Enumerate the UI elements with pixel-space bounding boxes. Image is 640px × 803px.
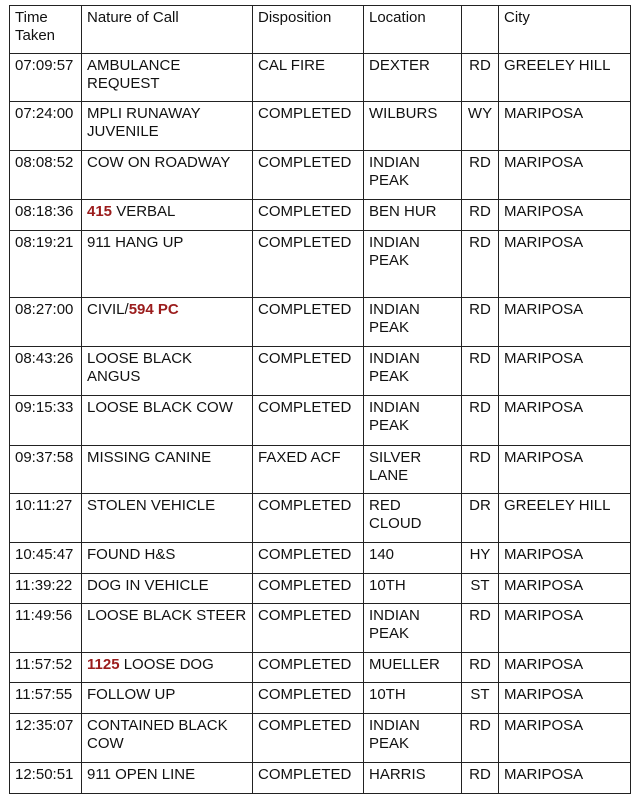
table-row: [10, 231, 631, 298]
table-row: [10, 714, 631, 763]
cell-city: MARIPOSA: [499, 298, 631, 347]
cell-disposition: COMPLETED: [253, 714, 364, 763]
cell-nature-of-call: [82, 102, 253, 151]
cell-city: GREELEY HILL: [499, 494, 631, 543]
cell-time-taken: 08:08:52: [10, 151, 82, 200]
cell-time-taken: 09:15:33: [10, 396, 82, 446]
cell-disposition: COMPLETED: [253, 102, 364, 151]
cell-city: MARIPOSA: [499, 763, 631, 794]
cell-city: MARIPOSA: [499, 347, 631, 396]
cell-disposition: COMPLETED: [253, 494, 364, 543]
cell-street-suffix: RD: [462, 446, 499, 494]
cell-nature-of-call: [82, 231, 253, 298]
table-row: [10, 543, 631, 574]
cell-city: GREELEY HILL: [499, 54, 631, 102]
nature-text: VERBAL: [112, 203, 176, 220]
header-disposition: Disposition: [253, 6, 364, 54]
table-row: [10, 574, 631, 604]
nature-text: 911 OPEN LINE: [87, 766, 196, 783]
cell-city: MARIPOSA: [499, 604, 631, 653]
cell-disposition: COMPLETED: [253, 574, 364, 604]
table-row: [10, 200, 631, 231]
cell-nature-of-call: [82, 763, 253, 794]
cell-street-suffix: ST: [462, 574, 499, 604]
cell-city: MARIPOSA: [499, 653, 631, 683]
cell-disposition: COMPLETED: [253, 543, 364, 574]
cell-city: MARIPOSA: [499, 574, 631, 604]
cell-disposition: CAL FIRE: [253, 54, 364, 102]
cell-time-taken: 08:19:21: [10, 231, 82, 298]
cell-nature-of-call: [82, 604, 253, 653]
cell-time-taken: 08:18:36: [10, 200, 82, 231]
table-row: [10, 347, 631, 396]
cell-disposition: COMPLETED: [253, 604, 364, 653]
cell-time-taken: 11:57:52: [10, 653, 82, 683]
cell-time-taken: 11:39:22: [10, 574, 82, 604]
cell-nature-of-call: [82, 543, 253, 574]
cell-time-taken: 09:37:58: [10, 446, 82, 494]
cell-street-suffix: WY: [462, 102, 499, 151]
header-time-taken: Time Taken: [10, 6, 82, 54]
cell-location: INDIAN PEAK: [364, 151, 462, 200]
cell-disposition: COMPLETED: [253, 231, 364, 298]
cell-location: DEXTER: [364, 54, 462, 102]
cell-street-suffix: RD: [462, 604, 499, 653]
cell-city: MARIPOSA: [499, 396, 631, 446]
cell-location: INDIAN PEAK: [364, 714, 462, 763]
cell-city: MARIPOSA: [499, 714, 631, 763]
table-row: [10, 151, 631, 200]
cell-city: MARIPOSA: [499, 102, 631, 151]
table-row: [10, 653, 631, 683]
cell-city: MARIPOSA: [499, 446, 631, 494]
cell-location: HARRIS: [364, 763, 462, 794]
cell-nature-of-call: [82, 714, 253, 763]
cell-street-suffix: RD: [462, 347, 499, 396]
call-log-table: [9, 5, 631, 794]
cell-nature-of-call: [82, 396, 253, 446]
cell-location: INDIAN PEAK: [364, 298, 462, 347]
cell-nature-of-call: [82, 200, 253, 231]
cell-disposition: COMPLETED: [253, 298, 364, 347]
cell-street-suffix: DR: [462, 494, 499, 543]
table-row: [10, 396, 631, 446]
cell-nature-of-call: [82, 151, 253, 200]
cell-nature-of-call: [82, 446, 253, 494]
nature-text: LOOSE DOG: [119, 656, 214, 673]
cell-disposition: COMPLETED: [253, 653, 364, 683]
penal-code: 1125: [87, 656, 120, 673]
table-row: [10, 604, 631, 653]
cell-time-taken: 11:49:56: [10, 604, 82, 653]
cell-time-taken: 10:45:47: [10, 543, 82, 574]
cell-city: MARIPOSA: [499, 543, 631, 574]
table-row: [10, 102, 631, 151]
header-row: [10, 6, 631, 54]
cell-location: INDIAN PEAK: [364, 604, 462, 653]
cell-location: 10TH: [364, 683, 462, 714]
cell-time-taken: 10:11:27: [10, 494, 82, 543]
cell-time-taken: 08:27:00: [10, 298, 82, 347]
cell-location: 10TH: [364, 574, 462, 604]
nature-text: CONTAINED BLACK COW: [87, 717, 232, 752]
nature-text: DOG IN VEHICLE: [87, 577, 209, 594]
cell-disposition: FAXED ACF: [253, 446, 364, 494]
cell-street-suffix: RD: [462, 54, 499, 102]
table-row: [10, 683, 631, 714]
nature-text: STOLEN VEHICLE: [87, 497, 216, 514]
nature-text: AMBULANCE REQUEST: [87, 57, 185, 92]
cell-location: BEN HUR: [364, 200, 462, 231]
cell-disposition: COMPLETED: [253, 763, 364, 794]
penal-code: 415: [87, 203, 113, 220]
nature-text: LOOSE BLACK STEER: [87, 607, 247, 624]
cell-nature-of-call: [82, 298, 253, 347]
cell-city: MARIPOSA: [499, 231, 631, 298]
nature-text: LOOSE BLACK ANGUS: [87, 350, 196, 385]
cell-street-suffix: RD: [462, 653, 499, 683]
cell-street-suffix: RD: [462, 231, 499, 298]
cell-time-taken: 07:24:00: [10, 102, 82, 151]
table-row: [10, 54, 631, 102]
penal-code: 594 PC: [128, 301, 179, 318]
cell-street-suffix: RD: [462, 396, 499, 446]
cell-location: MUELLER: [364, 653, 462, 683]
cell-time-taken: 12:35:07: [10, 714, 82, 763]
cell-time-taken: 11:57:55: [10, 683, 82, 714]
cell-disposition: COMPLETED: [253, 396, 364, 446]
nature-text: 911 HANG UP: [87, 234, 184, 251]
header-street-suffix: [462, 6, 499, 54]
cell-location: INDIAN PEAK: [364, 231, 462, 298]
nature-text: COW ON ROADWAY: [87, 154, 231, 171]
table-row: [10, 298, 631, 347]
header-city: City: [499, 6, 631, 54]
cell-location: 140: [364, 543, 462, 574]
cell-street-suffix: RD: [462, 298, 499, 347]
cell-location: INDIAN PEAK: [364, 396, 462, 446]
nature-text: MISSING CANINE: [87, 449, 212, 466]
header-location: Location: [364, 6, 462, 54]
nature-text: CIVIL/: [87, 301, 129, 318]
cell-disposition: COMPLETED: [253, 683, 364, 714]
cell-time-taken: 08:43:26: [10, 347, 82, 396]
cell-street-suffix: RD: [462, 200, 499, 231]
table-row: [10, 446, 631, 494]
cell-time-taken: 12:50:51: [10, 763, 82, 794]
cell-disposition: COMPLETED: [253, 151, 364, 200]
cell-street-suffix: ST: [462, 683, 499, 714]
nature-text: FOUND H&S: [87, 546, 176, 563]
nature-text: MPLI RUNAWAY JUVENILE: [87, 105, 205, 140]
cell-location: RED CLOUD: [364, 494, 462, 543]
cell-nature-of-call: [82, 494, 253, 543]
cell-nature-of-call: [82, 683, 253, 714]
header-nature-of-call: Nature of Call: [82, 6, 253, 54]
cell-street-suffix: RD: [462, 151, 499, 200]
cell-nature-of-call: [82, 347, 253, 396]
table-row: [10, 494, 631, 543]
cell-location: INDIAN PEAK: [364, 347, 462, 396]
cell-city: MARIPOSA: [499, 151, 631, 200]
cell-nature-of-call: [82, 54, 253, 102]
cell-city: MARIPOSA: [499, 683, 631, 714]
cell-location: SILVER LANE: [364, 446, 462, 494]
cell-street-suffix: RD: [462, 763, 499, 794]
cell-time-taken: 07:09:57: [10, 54, 82, 102]
call-log-container: [9, 5, 631, 794]
call-log-body: [10, 54, 631, 794]
cell-nature-of-call: [82, 574, 253, 604]
cell-location: WILBURS: [364, 102, 462, 151]
nature-text: LOOSE BLACK COW: [87, 399, 233, 416]
nature-text: FOLLOW UP: [87, 686, 176, 703]
cell-disposition: COMPLETED: [253, 347, 364, 396]
cell-disposition: COMPLETED: [253, 200, 364, 231]
table-row: [10, 763, 631, 794]
cell-street-suffix: HY: [462, 543, 499, 574]
cell-nature-of-call: [82, 653, 253, 683]
cell-street-suffix: RD: [462, 714, 499, 763]
cell-city: MARIPOSA: [499, 200, 631, 231]
